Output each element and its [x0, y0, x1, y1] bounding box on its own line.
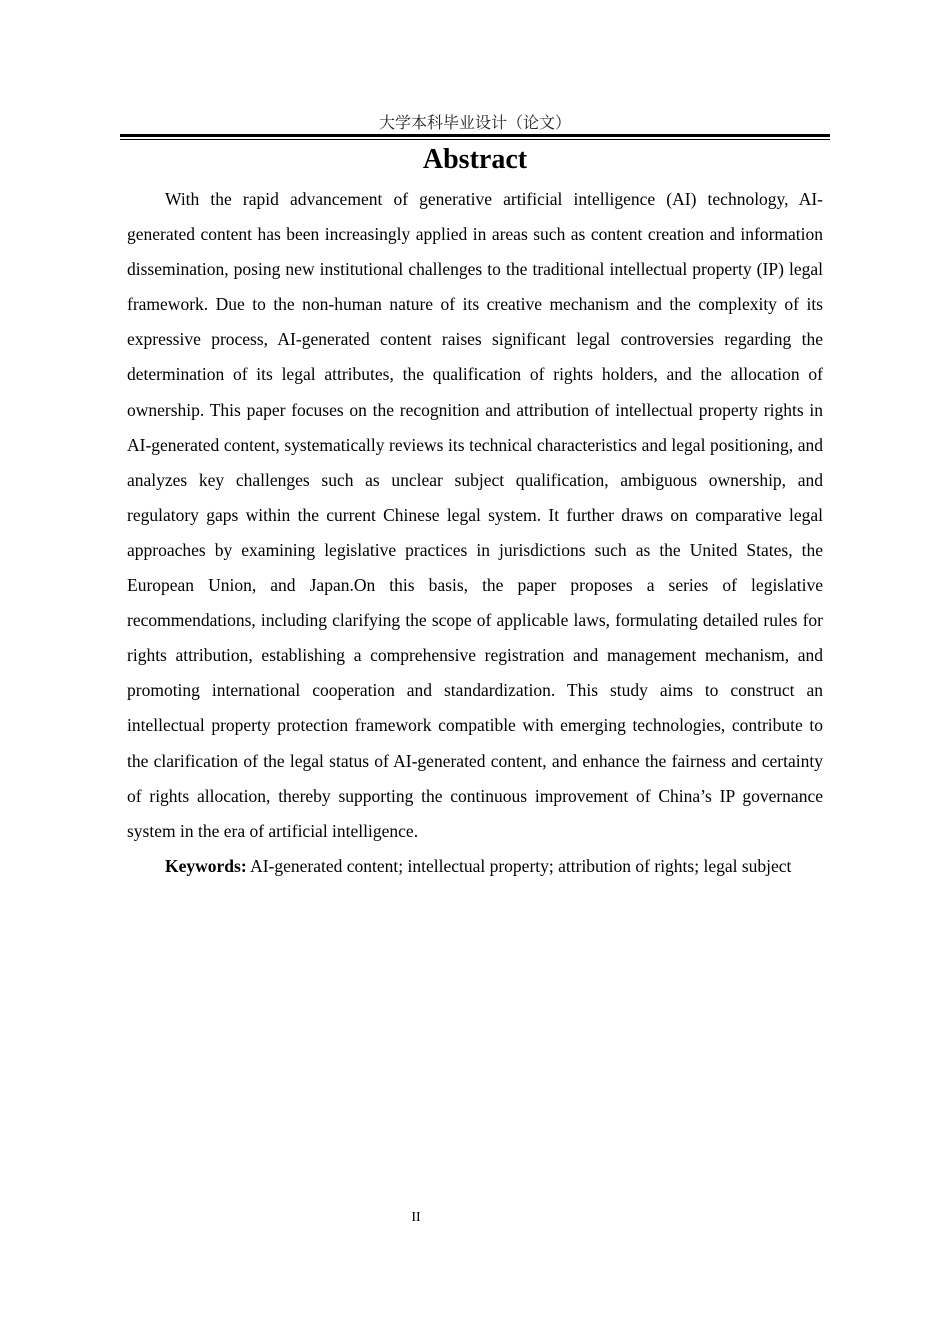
abstract-paragraph: With the rapid advancement of generative artificial intelligence (AI) technology, AI-generated content has been increasingly applied in areas such as content creation and information dissemination, posing new institutional challenges to the traditional intellectual property (IP) legal framework. Due to the non-human nature of its creative mechanism and the complexity of its expressive process, AI-generated content raises significant legal controversies regarding the determination of its legal attributes, the qualification of rights holders, and the allocation of ownership. This paper focuses on the recognition and attribution of intellectual property rights in AI-generated content, systematically reviews its technical characteristics and legal positioning, and analyzes key challenges such as unclear subject qualification, ambiguous ownership, and regulatory gaps within the current Chinese legal system. It further draws on comparative legal approaches by examining legislative practices in jurisdictions such as the United States, the European Union, and Japan.On this basis, the paper proposes a series of legislative recommendations, including clarifying the scope of applicable laws, formulating detailed rules for rights attribution, establishing a comprehensive registration and management mechanism, and promoting international cooperation and standardization. This study aims to construct an intellectual property protection framework compatible with emerging technologies, contribute to the clarification of the legal status of AI-generated content, and enhance the fairness and certainty of rights allocation, thereby supporting the continuous improvement of China’s IP governance system in the era of artificial intelligence. [127, 189, 823, 841]
keywords-label: Keywords: [165, 855, 247, 876]
keywords-text: AI-generated content; intellectual property; attribution of rights; legal subject [246, 855, 792, 876]
page-header: 大学本科毕业设计（论文） [378, 113, 571, 132]
keywords-paragraph [127, 849, 823, 884]
abstract-section [127, 182, 823, 884]
header-rule-thick [120, 134, 830, 137]
abstract-title: Abstract [422, 144, 528, 175]
page-number: II [411, 1210, 421, 1225]
